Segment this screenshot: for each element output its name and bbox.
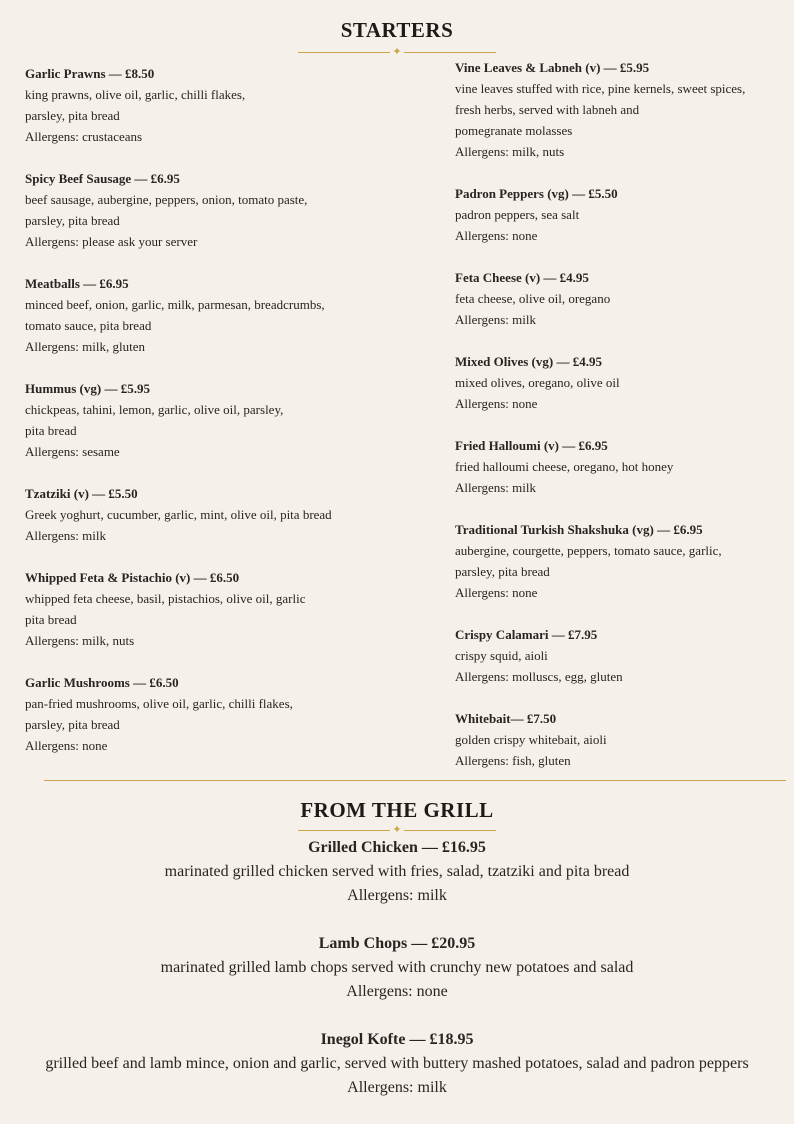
menu-item-description: marinated grilled chicken served with fries, salad, tzatziki and pita bread — [164, 863, 630, 880]
menu-item-allergens: Allergens: crustaceans — [25, 129, 143, 144]
menu-item — [455, 519, 790, 603]
menu-item — [25, 168, 435, 252]
menu-item-name: Garlic Prawns — £8.50 — [25, 66, 155, 81]
menu-item-name: Tzatziki (v) — £5.50 — [25, 486, 138, 501]
menu-item — [455, 435, 790, 498]
starters-left-column — [25, 63, 435, 777]
menu-item — [455, 267, 790, 330]
menu-item-allergens: Allergens: fish, gluten — [455, 753, 571, 768]
menu-item-description: crispy squid, aioli — [455, 648, 548, 663]
menu-item — [25, 483, 435, 546]
menu-item-name: Whipped Feta & Pistachio (v) — £6.50 — [25, 570, 240, 585]
menu-item-description: padron peppers, sea salt — [455, 207, 580, 222]
menu-item-description: aubergine, courgette, peppers, tomato sauce, garlic, — [455, 543, 722, 558]
four-point-star-icon: ✦ — [392, 45, 402, 58]
menu-item-name: Fried Halloumi (v) — £6.95 — [455, 438, 608, 453]
menu-item-description: pomegranate molasses — [455, 123, 573, 138]
menu-item — [25, 672, 435, 756]
menu-item — [455, 57, 790, 162]
starters-right-column — [455, 57, 790, 792]
starters-title: STARTERS — [340, 18, 454, 42]
menu-item-allergens: Allergens: none — [455, 396, 538, 411]
four-point-star-icon: ✦ — [392, 823, 402, 836]
menu-item-name: Hummus (vg) — £5.95 — [25, 381, 150, 396]
menu-item-name: Vine Leaves & Labneh (v) — £5.95 — [455, 60, 650, 75]
menu-item-description: minced beef, onion, garlic, milk, parmesan, breadcrumbs, — [25, 297, 325, 312]
menu-item-description: pita bread — [25, 423, 77, 438]
menu-item-description: tomato sauce, pita bread — [25, 318, 152, 333]
menu-item — [455, 708, 790, 771]
menu-item-name: Garlic Mushrooms — £6.50 — [25, 675, 179, 690]
menu-item — [455, 351, 790, 414]
menu-item-name: Feta Cheese (v) — £4.95 — [455, 270, 589, 285]
menu-item-description: parsley, pita bread — [25, 717, 120, 732]
menu-item-allergens: Allergens: milk — [25, 528, 107, 543]
menu-item-name: Crispy Calamari — £7.95 — [455, 627, 598, 642]
menu-item-name: Traditional Turkish Shakshuka (vg) — £6.95 — [455, 522, 703, 537]
menu-item-description: mixed olives, oregano, olive oil — [455, 375, 620, 390]
menu-item-description: pan-fried mushrooms, olive oil, garlic, chilli flakes, — [25, 696, 293, 711]
menu-item-description: king prawns, olive oil, garlic, chilli flakes, — [25, 87, 246, 102]
menu-item-name: Grilled Chicken — £16.95 — [308, 839, 486, 856]
menu-item-description: whipped feta cheese, basil, pistachios, olive oil, garlic — [25, 591, 306, 606]
menu-item-description: fried halloumi cheese, oregano, hot honey — [455, 459, 674, 474]
menu-item-name: Whitebait— £7.50 — [455, 711, 557, 726]
menu-item-allergens: Allergens: none — [25, 738, 108, 753]
menu-item-description: beef sausage, aubergine, peppers, onion, tomato paste, — [25, 192, 308, 207]
menu-item-description: fresh herbs, served with labneh and — [455, 102, 640, 117]
menu-item — [25, 273, 435, 357]
menu-item-allergens: Allergens: molluscs, egg, gluten — [455, 669, 623, 684]
menu-item-allergens: Allergens: milk, nuts — [25, 633, 135, 648]
menu-item-name: Meatballs — £6.95 — [25, 276, 129, 291]
menu-item — [455, 183, 790, 246]
menu-item-description: parsley, pita bread — [25, 108, 120, 123]
menu-item — [25, 567, 435, 651]
menu-item — [455, 624, 790, 687]
menu-item-allergens: Allergens: sesame — [25, 444, 120, 459]
menu-item-description: parsley, pita bread — [455, 564, 550, 579]
menu-item-allergens: Allergens: none — [346, 983, 448, 1000]
menu-item — [25, 63, 435, 147]
menu-item — [0, 836, 794, 908]
menu-item-name: Mixed Olives (vg) — £4.95 — [455, 354, 602, 369]
grill-title: FROM THE GRILL — [300, 798, 494, 822]
menu-item-name: Lamb Chops — £20.95 — [318, 935, 476, 952]
menu-item-allergens: Allergens: milk, nuts — [455, 144, 565, 159]
menu-item — [0, 932, 794, 1004]
menu-item-description: marinated grilled lamb chops served with crunchy new potatoes and salad — [160, 959, 634, 976]
menu-item-allergens: Allergens: none — [455, 228, 538, 243]
section-divider — [44, 780, 786, 781]
menu-item-allergens: Allergens: milk — [347, 887, 447, 904]
menu-item-allergens: Allergens: please ask your server — [25, 234, 198, 249]
menu-item-description: grilled beef and lamb mince, onion and garlic, served with buttery mashed potatoes, salad and padron peppers — [45, 1055, 749, 1072]
grill-list — [0, 836, 794, 1124]
menu-item-description: pita bread — [25, 612, 77, 627]
menu-item — [0, 1028, 794, 1100]
menu-item-description: vine leaves stuffed with rice, pine kernels, sweet spices, — [455, 81, 746, 96]
menu-item-allergens: Allergens: milk, gluten — [25, 339, 145, 354]
menu-item-name: Inegol Kofte — £18.95 — [320, 1031, 474, 1048]
menu-item-name: Padron Peppers (vg) — £5.50 — [455, 186, 618, 201]
menu-item-description: Greek yoghurt, cucumber, garlic, mint, olive oil, pita bread — [25, 507, 332, 522]
menu-item-allergens: Allergens: milk — [347, 1079, 447, 1096]
menu-item-allergens: Allergens: none — [455, 585, 538, 600]
menu-item-description: chickpeas, tahini, lemon, garlic, olive oil, parsley, — [25, 402, 284, 417]
menu-item-name: Spicy Beef Sausage — £6.95 — [25, 171, 180, 186]
menu-item-description: golden crispy whitebait, aioli — [455, 732, 607, 747]
menu-item-description: parsley, pita bread — [25, 213, 120, 228]
menu-item-description: feta cheese, olive oil, oregano — [455, 291, 611, 306]
menu-item-allergens: Allergens: milk — [455, 480, 537, 495]
menu-item — [25, 378, 435, 462]
menu-item-allergens: Allergens: milk — [455, 312, 537, 327]
